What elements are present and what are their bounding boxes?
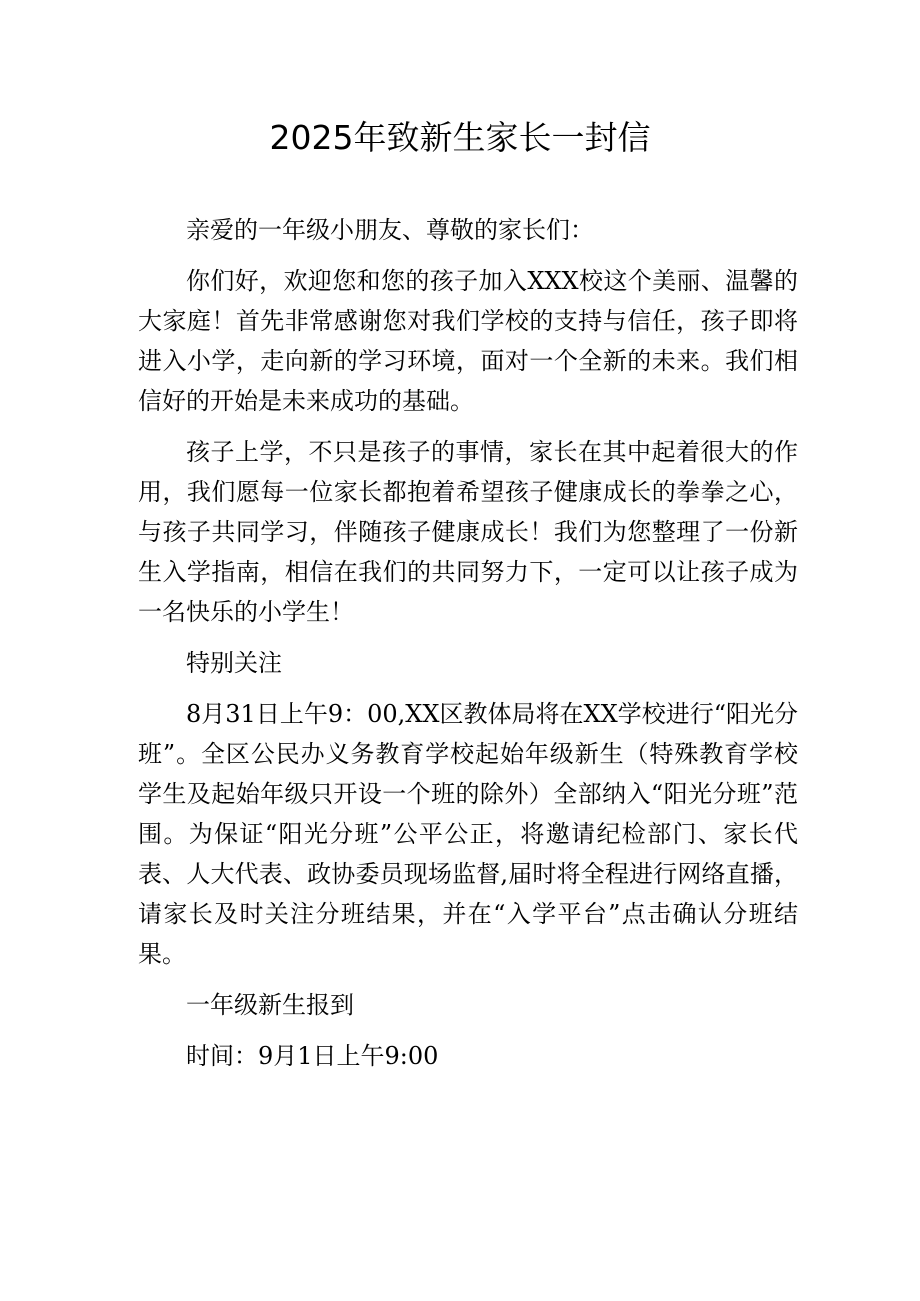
salutation: 亲爱的一年级小朋友、尊敬的家长们： [186,216,594,244]
document-title: 2025年致新生家长一封信 [269,118,651,157]
section-heading-special-attention: 特别关注 [186,649,282,677]
section-heading-registration: 一年级新生报到 [186,991,354,1019]
document-body [138,210,798,1087]
welcome-paragraph: 你们好，欢迎您和您的孩子加入XXX校这个美丽、温馨的大家庭！首先非常感谢您对我们学校的支持与信任，孩子即将进入小学，走向新的学习环境，面对一个全新的未来。我们相信好的开始是未来成功的基础。 [138,267,798,415]
class-assignment-paragraph: 8月31日上午9：00,XX区教体局将在XX学校进行“阳光分班”。全区公民办义务教育学校起始年级新生（特殊教育学校学生及起始年级只开设一个班的除外）全部纳入“阳光分班”范围。为保证“阳光分班”公平公正，将邀请纪检部门、家长代表、人大代表、政协委员现场监督,届时将全程进行网络直播，请家长及时关注分班结果，并在“入学平台”点击确认分班结果。 [138,700,798,968]
registration-time: 时间：9月1日上午9:00 [186,1042,439,1070]
parent-role-paragraph: 孩子上学，不只是孩子的事情，家长在其中起着很大的作用，我们愿每一位家长都抱着希望孩子健康成长的拳拳之心，与孩子共同学习，伴随孩子健康成长！我们为您整理了一份新生入学指南，相信在我们的共同努力下，一定可以让孩子成为一名快乐的小学生！ [138,438,798,626]
